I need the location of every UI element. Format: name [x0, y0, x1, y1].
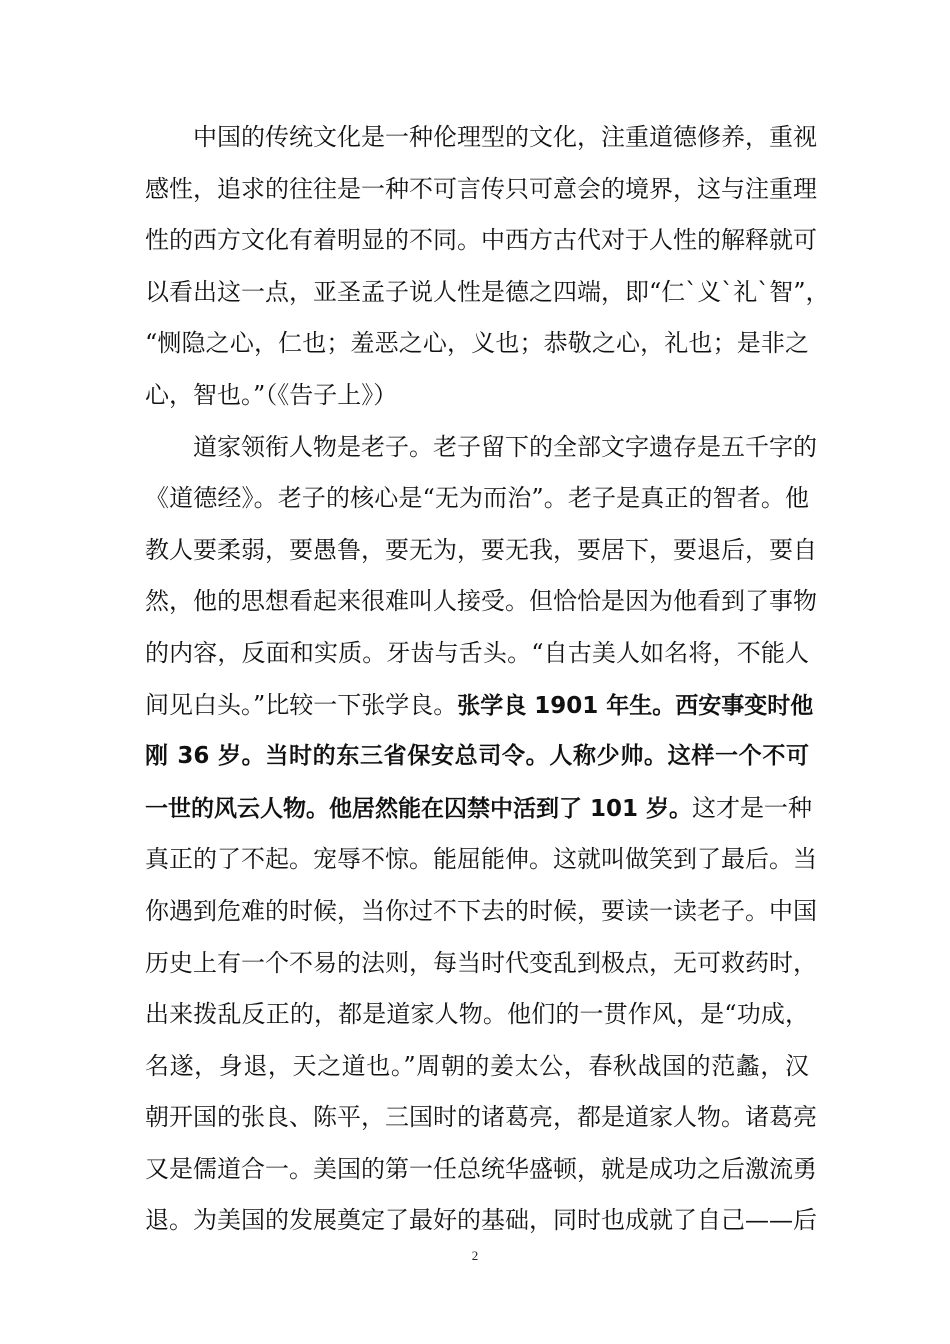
paragraph-1-line-1: 中国的传统文化是一种伦理型的文化，注重道德修养，重视 — [193, 123, 817, 151]
paragraph-2-line-8-text: 这才是一种 — [692, 793, 813, 822]
paragraph-1-line-5: “恻隐之心，仁也；羞恶之心，义也；恭敬之心，礼也；是非之 — [145, 329, 809, 358]
bold-emphasis-text: 一世的风云人物。他居然能在囚禁中活到了 101 岁。 — [145, 795, 693, 822]
paragraph-2-line-6-text: 间见白头。”比较一下张学良。 — [145, 690, 458, 719]
document-body — [145, 112, 830, 1247]
paragraph-1-line-4: 以看出这一点，亚圣孟子说人性是德之四端，即“仁`义`礼`智”， — [145, 277, 830, 306]
paragraph-2-line-1: 道家领衔人物是老子。老子留下的全部文字遗存是五千字的 — [193, 432, 817, 461]
paragraph-1-line-6: 心，智也。”（《告子上》） — [145, 380, 398, 409]
paragraph-2-line-10: 你遇到危难的时候，当你过不下去的时候，要读一读老子。中国 — [145, 896, 817, 925]
paragraph-2-line-16: 退。为美国的发展奠定了最好的基础，同时也成就了自己——后 — [145, 1206, 817, 1235]
paragraph-2-line-12: 出来拨乱反正的，都是道家人物。他们的一贯作风，是“功成， — [145, 1000, 809, 1029]
paragraph-1-line-3: 性的西方文化有着明显的不同。中西方古代对于人性的解释就可 — [145, 226, 817, 255]
paragraph-2-line-2: 《道德经》。老子的核心是“无为而治”。老子是真正的智者。他 — [145, 484, 809, 513]
paragraph-2-line-11: 历史上有一个不易的法则，每当时代变乱到极点，无可救药时， — [145, 948, 817, 977]
paragraph-2-line-5: 的内容，反面和实质。牙齿与舌头。“自古美人如名将，不能人 — [145, 638, 809, 667]
paragraph-1-line-2: 感性，追求的往往是一种不可言传只可意会的境界，这与注重理 — [145, 174, 817, 203]
paragraph-2-line-3: 教人要柔弱，要愚鲁，要无为，要无我，要居下，要退后，要自 — [145, 535, 817, 564]
paragraph-2-line-7-bold: 刚 36 岁。当时的东三省保安总司令。人称少帅。这样一个不可 — [145, 743, 809, 770]
paragraph-2-line-14: 朝开国的张良、陈平，三国时的诸葛亮，都是道家人物。诸葛亮 — [145, 1103, 817, 1132]
page-number: 2 — [471, 1248, 479, 1263]
paragraph-2-line-9: 真正的了不起。宠辱不惊。能屈能伸。这就叫做笑到了最后。当 — [145, 845, 817, 874]
bold-emphasis-text: 张学良 1901 年生。西安事变时他 — [457, 692, 814, 719]
paragraph-2-line-6 — [145, 680, 814, 732]
paragraph-2-line-15: 又是儒道合一。美国的第一任总统华盛顿，就是成功之后激流勇 — [145, 1154, 817, 1183]
paragraph-2-line-13: 名遂，身退，天之道也。”周朝的姜太公，春秋战国的范蠡，汉 — [145, 1051, 809, 1080]
paragraph-2-line-4: 然，他的思想看起来很难叫人接受。但恰恰是因为他看到了事物 — [145, 587, 817, 616]
paragraph-2-line-8 — [145, 783, 813, 835]
